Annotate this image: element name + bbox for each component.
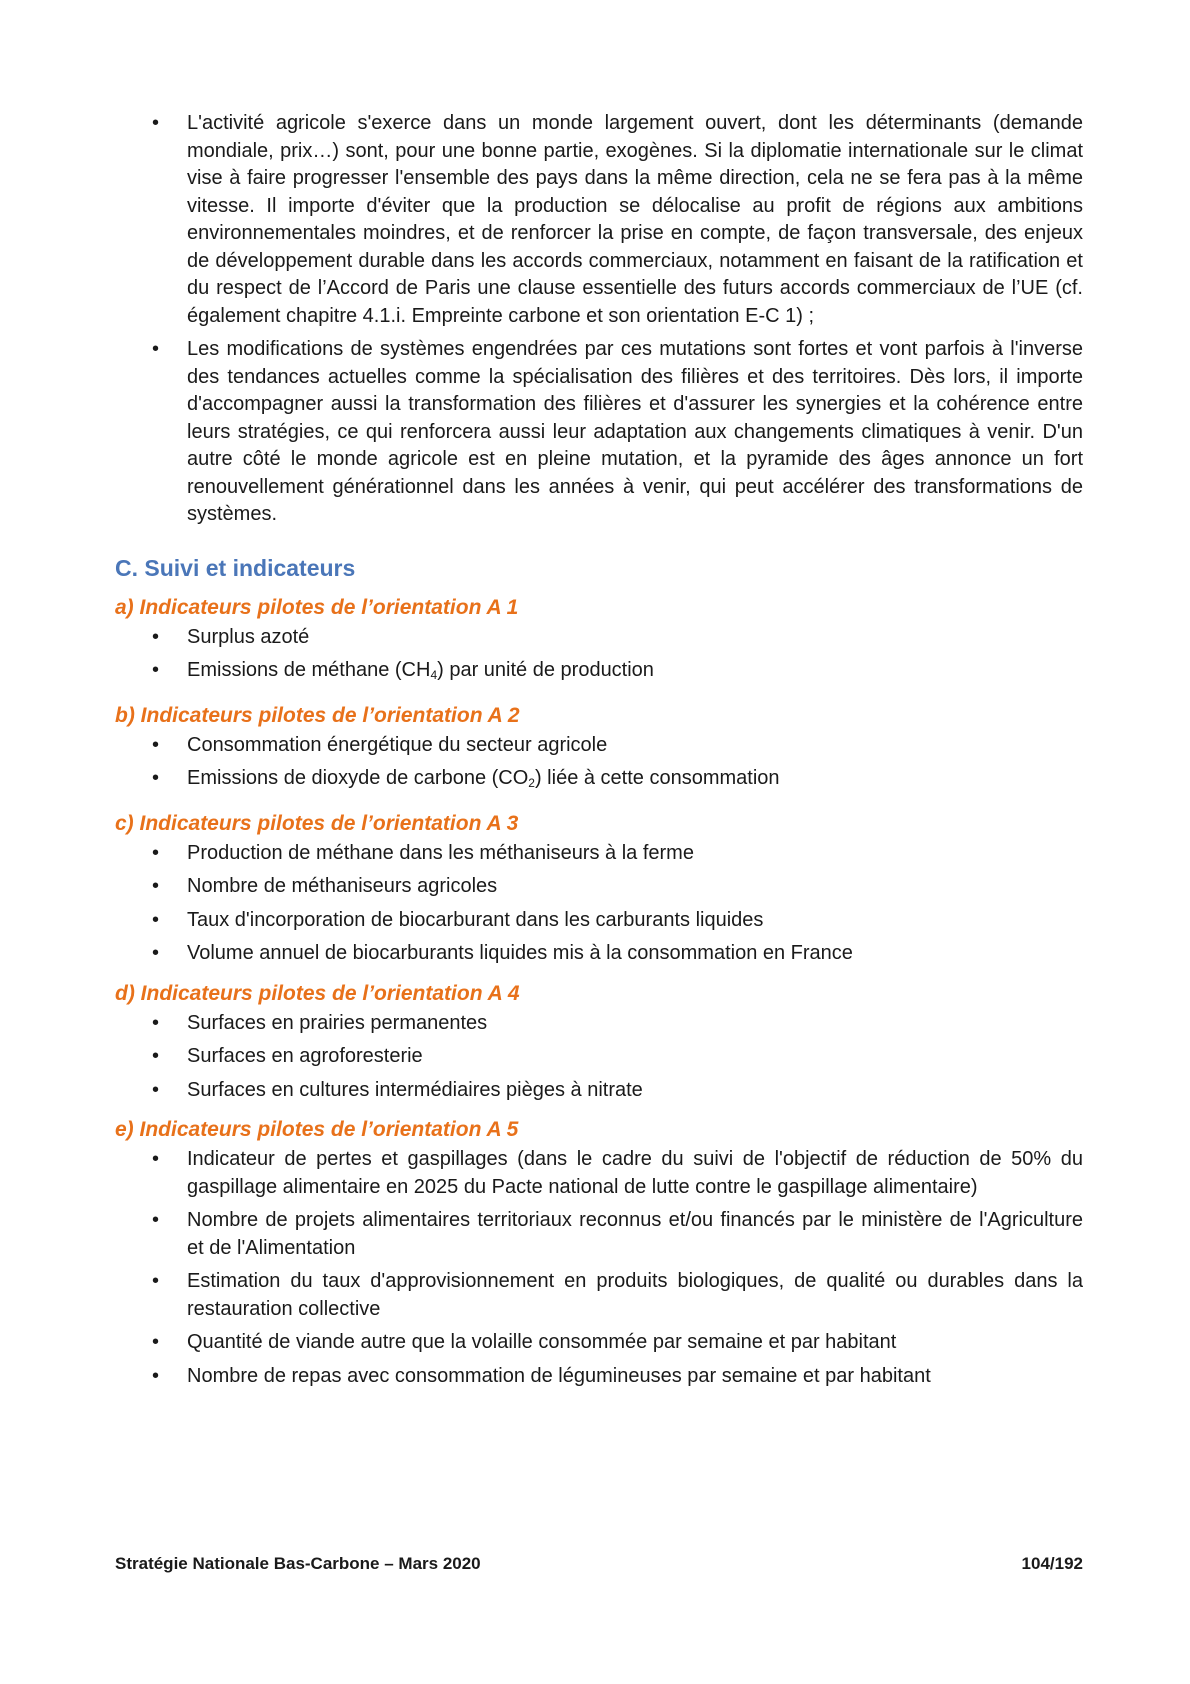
bullet-icon: •	[152, 1148, 160, 1170]
list-item: • Emissions de dioxyde de carbone $(CO_2)$ liée à cette consommation	[115, 765, 1083, 798]
subsection-heading-c: c) Indicateurs pilotes de l’orientation A 3	[115, 811, 519, 835]
list-item: • Surplus azoté	[115, 624, 1083, 652]
subsection-heading-b: b) Indicateurs pilotes de l’orientation A 2	[115, 703, 520, 727]
intro-bullet-list	[115, 110, 1083, 529]
list-item: • Nombre de méthaniseurs agricoles	[115, 873, 1083, 901]
list-item: • Nombre de projets alimentaires territoriaux reconnus et/ou financés par le ministère de l'Agriculture et de l'Alimentation	[152, 1209, 1083, 1259]
bullet-icon: •	[152, 767, 160, 789]
list-item: • Consommation énergétique du secteur agricole	[115, 732, 1083, 760]
bullet-icon: •	[152, 1270, 160, 1292]
section-heading: C. Suivi et indicateurs	[115, 554, 356, 581]
list-item: • Production de méthane dans les méthaniseurs à la ferme	[115, 840, 1083, 868]
bullet-icon: •	[152, 1364, 160, 1387]
list-item: • Emissions de méthane $(CH_4)$ par unité de production	[115, 657, 1083, 690]
list-item: • Surfaces en cultures intermédiaires pièges à nitrate	[115, 1077, 1083, 1105]
bullet-icon: •	[152, 875, 160, 897]
subsection-heading-e: e) Indicateurs pilotes de l’orientation A 5	[115, 1118, 519, 1141]
bullet-icon: •	[152, 1011, 160, 1034]
indicator-list-b	[115, 732, 1083, 798]
bullet-icon: •	[152, 659, 160, 681]
list-item: • Taux d'incorporation de biocarburant dans les carburants liquides	[115, 907, 1083, 935]
bullet-icon: •	[152, 942, 160, 964]
page-number: 104/192	[1021, 1554, 1083, 1573]
indicator-list-c	[115, 840, 1083, 968]
bullet-icon: •	[152, 1045, 160, 1067]
list-item: • Estimation du taux d'approvisionnement en produits biologiques, de qualité ou durables dans la restauration collective	[152, 1270, 1083, 1320]
list-item: • Volume annuel de biocarburants liquides mis à la consommation en France	[115, 940, 1083, 968]
bullet-icon: •	[152, 1078, 160, 1101]
indicator-list-a	[115, 624, 1083, 690]
subsection-heading-a: a) Indicateurs pilotes de l’orientation A 1	[115, 595, 519, 619]
list-item: • Surfaces en prairies permanentes	[115, 1010, 1083, 1038]
bullet-icon: •	[152, 625, 160, 648]
list-item: • Nombre de repas avec consommation de légumineuses par semaine et par habitant	[115, 1363, 1083, 1391]
bullet-icon: •	[152, 908, 160, 931]
indicator-list-d	[115, 1010, 1083, 1105]
bullet-icon: •	[152, 733, 160, 756]
footer-document-title: Stratégie Nationale Bas-Carbone – Mars 2020	[115, 1554, 481, 1573]
bullet-icon: •	[152, 338, 160, 360]
bullet-icon: •	[152, 112, 160, 134]
list-item: • Quantité de viande autre que la volaille consommée par semaine et par habitant	[115, 1329, 1083, 1357]
subsection-heading-d: d) Indicateurs pilotes de l’orientation A 4	[115, 981, 520, 1005]
list-item: • Surfaces en agroforesterie	[115, 1043, 1083, 1071]
list-item: • Indicateur de pertes et gaspillages (dans le cadre du suivi de l'objectif de réduction de 50% du gaspillage alimentaire en 2025 du Pacte national de lutte contre le gaspillage alimentaire)	[152, 1148, 1083, 1198]
bullet-icon: •	[152, 841, 160, 864]
list-item: • L'activité agricole s'exerce dans un monde largement ouvert, dont les déterminants (demande mondiale, prix…) sont, pour une bonne partie, exogènes. Si la diplomatie internationale sur le climat vise à faire progresser l'ensemble des pays dans la même direction, cela ne se fera pas à la même vitesse. Il importe d'éviter que la production se délocalise au profit de régions aux ambitions environnementales moindres, et de renforcer la prise en compte, de façon transversale, des enjeux de développement durable dans les accords commerciaux, notamment en faisant de la ratification et du respect de l’Accord de Paris une clause essentielle des futurs accords commerciaux de l’UE (cf. également chapitre 4.1.i. Empreinte carbone et son orientation E-C 1) ;	[152, 112, 1083, 327]
list-item: • Les modifications de systèmes engendrées par ces mutations sont fortes et vont parfois à l'inverse des tendances actuelles comme la spécialisation des filières et des territoires. Dès lors, il importe d'accompagner aussi la transformation des filières et d'assurer les synergies et la cohérence entre leurs stratégies, ce qui renforcera aussi leur adaptation aux changements climatiques à venir. D'un autre côté le monde agricole est en pleine mutation, et la pyramide des âges annonce un fort renouvellement générationnel dans les années à venir, qui peut accélérer des transformations de systèmes.	[152, 338, 1083, 525]
bullet-icon: •	[152, 1331, 160, 1353]
document-page	[115, 110, 1083, 1396]
page-footer	[115, 1554, 1083, 1574]
bullet-icon: •	[152, 1209, 160, 1231]
indicator-list-e	[115, 1146, 1083, 1390]
